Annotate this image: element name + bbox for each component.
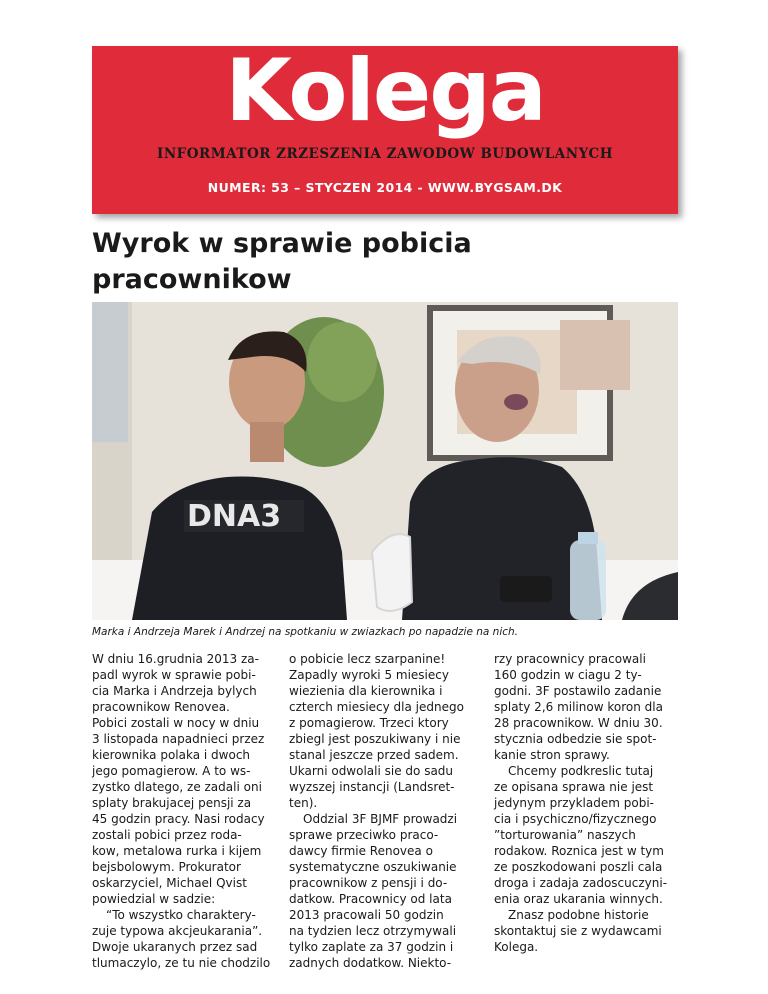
issue-info: NUMER: 53 – STYCZEN 2014 - WWW.BYGSAM.DK [207,180,563,195]
text-line: ze poszkodowani poszli cala [494,860,663,874]
text-line: rodakow. Roznica jest w tym [494,844,664,858]
text-line: jedynym przykladem pobi- [494,796,654,810]
text-line: Oddzial 3F BJMF prowadzi [303,812,458,826]
text-line: oskarzyciel, Michael Qvist [92,876,247,890]
headline-line-2: pracownikow [92,264,292,295]
text-line: Chcemy podkreslic tutaj [508,764,654,778]
text-line: rzy pracownicy pracowali [494,652,646,666]
text-line: cia i psychiczno/fizycznego [494,812,657,826]
text-line: ze opisana sprawa nie jest [494,780,654,794]
text-line: stanal jeszcze przed sadem. [289,748,459,762]
text-line: Kolega. [494,940,539,954]
text-line: ten). [289,796,318,810]
tagline: INFORMATOR ZRZESZENIA ZAWODOW BUDOWLANYCH [157,146,613,162]
text-line: W dniu 16.grudnia 2013 za- [92,652,259,666]
text-line: na tydzien lecz otrzymywali [289,924,457,938]
text-line: splaty brakujacej pensji za [92,796,252,810]
shirt-print: DNA3 [187,499,282,534]
article-column-2 [289,651,479,971]
text-line: zostali pobici przez roda- [92,828,242,842]
text-line: bejsbolowym. Prokurator [92,860,241,874]
text-line: enia oraz ukarania winnych. [494,892,663,906]
text-line: z pomagierow. Trzeci ktory [289,716,449,730]
text-line: stycznia odbedzie sie spot- [494,732,657,746]
text-line: 45 godzin pracy. Nasi rodacy [92,812,265,826]
text-line: droga i zadaja zadoscuczyni- [494,876,668,890]
text-line: zystko dlatego, ze zadali oni [92,780,262,794]
text-line: cia Marka i Andrzeja bylych [92,684,257,698]
text-line: o pobicie lecz szarpanine! [289,652,446,666]
text-line: 160 godzin w ciagu 2 ty- [494,668,642,682]
text-line: systematyczne oszukiwanie [289,860,457,874]
text-line: godni. 3F postawilo zadanie [494,684,662,698]
text-line: kanie stron sprawy. [494,748,610,762]
text-line: Pobici zostali w nocy w dniu [92,716,260,730]
text-line: jego pomagierow. A to ws- [92,764,251,778]
text-line: Zapadly wyroki 5 miesiecy [289,668,449,682]
text-line: zbiegl jest poszukiwany i nie [289,732,461,746]
text-line: 28 pracownikow. W dniu 30. [494,716,663,730]
text-line: zuje typowa akcjeukarania”. [92,924,263,938]
text-line: pracownikow z pensji i do- [289,876,448,890]
article-column-3 [494,651,682,955]
photo-caption: Marka i Andrzeja Marek i Andrzej na spotkaniu w zwiazkach po napadzie na nich. [92,626,519,638]
text-line: ”torturowania” naszych [494,828,636,842]
text-line: sprawe przeciwko praco- [289,828,439,842]
text-line: Znasz podobne historie [508,908,649,922]
text-line: 3 listopada napadnieci przez [92,732,265,746]
text-line: wiezienia dla kierownika i [289,684,443,698]
text-line: Dwoje ukaranych przez sad [92,940,258,954]
masthead [92,41,678,214]
article-photo [92,302,678,620]
article-headline [92,226,692,298]
text-line: wyzszej instancji (Landsret- [289,780,455,794]
text-line: skontaktuj sie z wydawcami [494,924,662,938]
logo: Kolega [225,41,545,141]
text-line: splaty 2,6 milinow koron dla [494,700,663,714]
text-line: “To wszystko charaktery- [106,908,256,922]
text-line: tlumaczylo, ze tu nie chodzilo [92,956,271,970]
text-line: 2013 pracowali 50 godzin [289,908,444,922]
headline-line-1: Wyrok w sprawie pobicia [92,228,472,259]
text-line: powiedzial w sadzie: [92,892,216,906]
text-line: kow, metalowa rurka i kijem [92,844,262,858]
text-line: pracownikow Renovea. [92,700,230,714]
text-line: kierownika polaka i dwoch [92,748,251,762]
text-line: tylko zaplate za 37 godzin i [289,940,454,954]
text-line: czterch miesiecy dla jednego [289,700,464,714]
text-line: datkow. Pracownicy od lata [289,892,452,906]
text-line: padl wyrok w sprawie pobi- [92,668,256,682]
text-line: dawcy firmie Renovea o [289,844,433,858]
text-line: zadnych dodatkow. Niekto- [289,956,452,970]
text-line: Ukarni odwolali sie do sadu [289,764,454,778]
article-column-1 [92,651,272,971]
